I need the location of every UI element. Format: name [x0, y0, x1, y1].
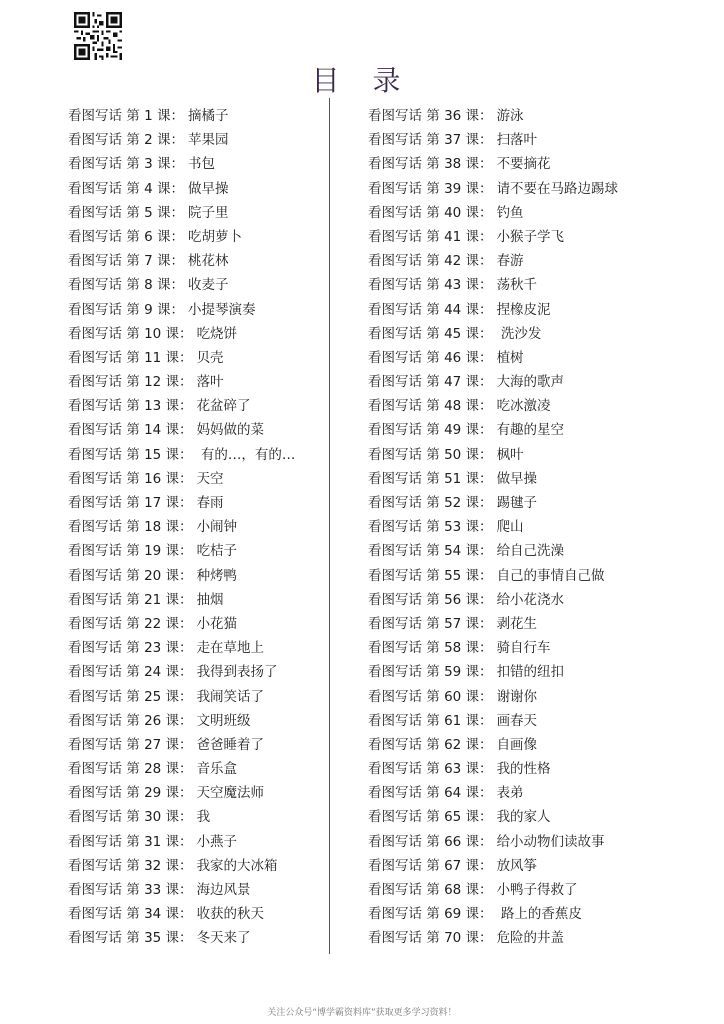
- toc-entry[interactable]: [368, 322, 718, 346]
- toc-entry-lesson: 看图写话 第 40 课：: [368, 204, 493, 221]
- toc-entry-lesson: 看图写话 第 68 课：: [368, 882, 493, 898]
- column-divider: [329, 98, 330, 954]
- toc-entry[interactable]: [368, 467, 718, 491]
- toc-entry[interactable]: [368, 660, 718, 684]
- toc-entry-lesson: 看图写话 第 65 课：: [368, 809, 493, 826]
- toc-entry[interactable]: [368, 685, 718, 709]
- toc-entry-topic: 自画像: [496, 736, 538, 753]
- toc-entry-lesson: 看图写话 第 9 课：: [68, 301, 184, 318]
- toc-entry-lesson: 看图写话 第 29 课：: [68, 785, 193, 802]
- toc-entry-topic: 游泳: [496, 108, 524, 124]
- toc-entry-topic: 书包: [187, 156, 215, 173]
- toc-entry[interactable]: [368, 612, 718, 636]
- toc-entry-lesson: 看图写话 第 64 课：: [368, 785, 493, 802]
- toc-entry[interactable]: [368, 104, 718, 128]
- toc-entry-lesson: 看图写话 第 36 课：: [368, 108, 493, 124]
- toc-entry-topic: 我得到表扬了: [196, 664, 278, 681]
- toc-entry-lesson: 看图写话 第 55 课：: [368, 567, 493, 584]
- toc-entry-lesson: 看图写话 第 60 课：: [368, 688, 493, 705]
- toc-entry-topic: 天空: [196, 470, 224, 487]
- toc-entry[interactable]: [68, 249, 326, 273]
- toc-entry[interactable]: [68, 370, 326, 394]
- toc-entry-lesson: 看图写话 第 70 课：: [368, 930, 493, 947]
- toc-entry-topic: 有趣的星空: [496, 422, 565, 439]
- toc-entry-topic: 有的…，有的…: [196, 446, 296, 463]
- toc-entry-lesson: 看图写话 第 10 课：: [68, 325, 193, 342]
- toc-entry-topic: 大海的歌声: [496, 374, 565, 391]
- toc-entry[interactable]: [68, 491, 326, 515]
- toc-entry-lesson: 看图写话 第 15 课：: [68, 446, 193, 463]
- toc-entry-lesson: 看图写话 第 31 课：: [68, 833, 193, 850]
- toc-entry-topic: 苹果园: [187, 132, 229, 149]
- toc-right-column: [368, 104, 718, 951]
- toc-entry-lesson: 看图写话 第 26 课：: [68, 712, 193, 729]
- toc-entry-lesson: 看图写话 第 51 课：: [368, 470, 493, 487]
- toc-entry-lesson: 看图写话 第 43 课：: [368, 277, 493, 294]
- toc-entry-topic: 荡秋千: [496, 277, 538, 294]
- toc-entry-lesson: 看图写话 第 32 课：: [68, 857, 193, 874]
- toc-entry[interactable]: [368, 515, 718, 539]
- toc-entry-topic: 放风筝: [496, 857, 538, 874]
- toc-entry[interactable]: [68, 685, 326, 709]
- page-title: 目 录: [311, 64, 413, 97]
- toc-entry-topic: 摘橘子: [187, 108, 229, 124]
- toc-entry[interactable]: [68, 346, 326, 370]
- toc-entry[interactable]: [368, 128, 718, 152]
- toc-entry-topic: 文明班级: [196, 712, 251, 729]
- toc-entry[interactable]: [368, 418, 718, 442]
- toc-entry-lesson: 看图写话 第 1 课：: [68, 108, 184, 124]
- toc-entry-lesson: 看图写话 第 6 课：: [68, 228, 184, 245]
- toc-entry-topic: 种烤鸭: [196, 567, 238, 584]
- toc-entry-topic: 小燕子: [196, 833, 238, 850]
- toc-entry-lesson: 看图写话 第 30 课：: [68, 809, 193, 826]
- toc-entry-lesson: 看图写话 第 16 课：: [68, 470, 193, 487]
- toc-entry-topic: 天空魔法师: [196, 785, 265, 802]
- toc-entry[interactable]: [368, 370, 718, 394]
- toc-entry-topic: 我的家人: [496, 809, 551, 826]
- toc-entry-topic: 落叶: [196, 374, 224, 391]
- toc-entry-topic: 春游: [496, 253, 524, 270]
- toc-entry[interactable]: [368, 854, 718, 878]
- toc-entry[interactable]: [368, 273, 718, 297]
- toc-entry-lesson: 看图写话 第 7 课：: [68, 253, 184, 270]
- toc-entry-lesson: 看图写话 第 44 课：: [368, 301, 493, 318]
- toc-entry-topic: 吃桔子: [196, 543, 238, 560]
- toc-entry[interactable]: [368, 346, 718, 370]
- toc-entry[interactable]: [68, 418, 326, 442]
- toc-entry[interactable]: [68, 515, 326, 539]
- toc-entry-lesson: 看图写话 第 45 课：: [368, 325, 493, 342]
- toc-entry-lesson: 看图写话 第 33 课：: [68, 882, 193, 898]
- toc-entry-topic: 冬天来了: [196, 930, 251, 947]
- toc-entry-topic: 枫叶: [496, 446, 524, 463]
- toc-entry-topic: 画春天: [496, 712, 538, 729]
- toc-entry-topic: 海边风景: [196, 882, 251, 898]
- toc-entry[interactable]: [68, 443, 326, 467]
- toc-entry-lesson: 看图写话 第 21 课：: [68, 591, 193, 608]
- toc-entry-lesson: 看图写话 第 41 课：: [368, 228, 493, 245]
- toc-entry[interactable]: [68, 564, 326, 588]
- toc-entry[interactable]: [368, 249, 718, 273]
- toc-entry-lesson: 看图写话 第 18 课：: [68, 519, 193, 536]
- toc-entry[interactable]: [68, 201, 326, 225]
- toc-entry[interactable]: [68, 539, 326, 563]
- toc-entry-topic: 扣错的纽扣: [496, 664, 565, 681]
- qr-code-icon: [74, 12, 122, 60]
- toc-entry-lesson: 看图写话 第 39 课：: [368, 180, 493, 197]
- toc-entry-topic: 我家的大冰箱: [196, 857, 278, 874]
- toc-entry[interactable]: [368, 564, 718, 588]
- toc-entry-topic: 春雨: [196, 495, 224, 511]
- toc-entry[interactable]: [368, 394, 718, 418]
- footer-note: 关注公众号“博学霸资料库”获取更多学习资料！: [267, 1008, 457, 1018]
- toc-entry-topic: 贝壳: [196, 349, 224, 366]
- toc-entry-lesson: 看图写话 第 37 课：: [368, 132, 493, 149]
- toc-entry[interactable]: [68, 854, 326, 878]
- toc-entry-topic: 给小花浇水: [496, 591, 565, 608]
- toc-entry[interactable]: [368, 298, 718, 322]
- toc-entry-topic: 小花猫: [196, 615, 238, 632]
- toc-entry[interactable]: [368, 830, 718, 854]
- toc-entry[interactable]: [368, 781, 718, 805]
- toc-entry[interactable]: [368, 733, 718, 757]
- toc-entry-topic: 不要摘花: [496, 156, 551, 173]
- toc-entry[interactable]: [68, 104, 326, 128]
- toc-entry-lesson: 看图写话 第 23 课：: [68, 640, 193, 657]
- toc-entry-lesson: 看图写话 第 20 课：: [68, 567, 193, 584]
- toc-entry-topic: 桃花林: [187, 253, 229, 270]
- toc-entry[interactable]: [368, 878, 718, 902]
- toc-entry[interactable]: [68, 177, 326, 201]
- toc-entry-topic: 吃胡萝卜: [187, 228, 242, 245]
- toc-entry-lesson: 看图写话 第 62 课：: [368, 736, 493, 753]
- toc-entry-lesson: 看图写话 第 25 课：: [68, 688, 193, 705]
- toc-entry-lesson: 看图写话 第 63 课：: [368, 761, 493, 778]
- toc-entry[interactable]: [368, 443, 718, 467]
- toc-entry[interactable]: [68, 225, 326, 249]
- toc-entry-lesson: 看图写话 第 22 课：: [68, 615, 193, 632]
- toc-entry-lesson: 看图写话 第 24 课：: [68, 664, 193, 681]
- toc-entry-topic: 做早操: [496, 470, 538, 487]
- toc-entry-lesson: 看图写话 第 66 课：: [368, 833, 493, 850]
- toc-entry-topic: 吃冰激凌: [496, 398, 551, 415]
- toc-entry-topic: 表弟: [496, 785, 524, 802]
- toc-entry[interactable]: [68, 733, 326, 757]
- toc-entry[interactable]: [68, 298, 326, 322]
- toc-entry-topic: 骑自行车: [496, 640, 551, 657]
- toc-entry[interactable]: [368, 539, 718, 563]
- toc-entry-topic: 爬山: [496, 519, 524, 536]
- toc-entry-lesson: 看图写话 第 67 课：: [368, 857, 493, 874]
- toc-entry[interactable]: [368, 177, 718, 201]
- toc-entry-lesson: 看图写话 第 27 课：: [68, 736, 193, 753]
- toc-entry[interactable]: [68, 128, 326, 152]
- toc-entry-topic: 我闹笑话了: [196, 688, 265, 705]
- toc-entry[interactable]: [68, 588, 326, 612]
- toc-entry-lesson: 看图写话 第 35 课：: [68, 930, 193, 947]
- toc-entry-topic: 给小动物们读故事: [496, 833, 605, 850]
- toc-entry[interactable]: [68, 781, 326, 805]
- toc-entry-topic: 小鸭子得救了: [496, 882, 578, 898]
- toc-entry-topic: 花盆碎了: [196, 398, 251, 415]
- toc-entry[interactable]: [368, 757, 718, 781]
- toc-entry-lesson: 看图写话 第 4 课：: [68, 180, 184, 197]
- toc-entry[interactable]: [368, 201, 718, 225]
- toc-entry[interactable]: [68, 805, 326, 829]
- toc-entry[interactable]: [68, 902, 326, 926]
- toc-entry[interactable]: [68, 757, 326, 781]
- toc-entry-topic: 抽烟: [196, 591, 224, 608]
- toc-entry-lesson: 看图写话 第 28 课：: [68, 761, 193, 778]
- toc-entry-topic: 谢谢你: [496, 688, 538, 705]
- toc-entry[interactable]: [368, 636, 718, 660]
- toc-entry-topic: 吃烧饼: [196, 325, 238, 342]
- toc-entry[interactable]: [68, 612, 326, 636]
- toc-entry-lesson: 看图写话 第 5 课：: [68, 204, 184, 221]
- toc-entry[interactable]: [68, 926, 326, 950]
- toc-entry-lesson: 看图写话 第 2 课：: [68, 132, 184, 149]
- toc-entry-topic: 小猴子学飞: [496, 228, 565, 245]
- toc-entry-topic: 洗沙发: [496, 325, 542, 342]
- toc-entry-topic: 自己的事情自己做: [496, 567, 605, 584]
- toc-entry-topic: 我: [196, 809, 211, 826]
- toc-entry[interactable]: [68, 273, 326, 297]
- toc-entry-topic: 收获的秋天: [196, 906, 265, 923]
- toc-entry-lesson: 看图写话 第 13 课：: [68, 398, 193, 415]
- toc-entry-topic: 走在草地上: [196, 640, 265, 657]
- toc-entry-topic: 剥花生: [496, 615, 538, 632]
- toc-entry-lesson: 看图写话 第 49 课：: [368, 422, 493, 439]
- toc-entry-lesson: 看图写话 第 14 课：: [68, 422, 193, 439]
- toc-entry-lesson: 看图写话 第 47 课：: [368, 374, 493, 391]
- toc-entry[interactable]: [68, 152, 326, 176]
- toc-entry[interactable]: [68, 709, 326, 733]
- toc-entry-lesson: 看图写话 第 17 课：: [68, 495, 193, 511]
- toc-entry-topic: 路上的香蕉皮: [496, 906, 582, 923]
- toc-entry[interactable]: [368, 805, 718, 829]
- toc-entry-topic: 给自己洗澡: [496, 543, 565, 560]
- toc-entry-lesson: 看图写话 第 59 课：: [368, 664, 493, 681]
- toc-entry[interactable]: [68, 322, 326, 346]
- toc-entry-lesson: 看图写话 第 58 课：: [368, 640, 493, 657]
- toc-entry[interactable]: [68, 878, 326, 902]
- toc-entry-lesson: 看图写话 第 52 课：: [368, 495, 493, 511]
- toc-entry-topic: 小闹钟: [196, 519, 238, 536]
- toc-entry-topic: 做早操: [187, 180, 229, 197]
- toc-left-column: [68, 104, 326, 951]
- toc-entry-topic: 踢毽子: [496, 495, 538, 511]
- toc-entry[interactable]: [368, 709, 718, 733]
- toc-entry-lesson: 看图写话 第 3 课：: [68, 156, 184, 173]
- toc-entry-topic: 植树: [496, 349, 524, 366]
- toc-entry-topic: 请不要在马路边踢球: [496, 180, 619, 197]
- toc-entry-topic: 小提琴演奏: [187, 301, 256, 318]
- toc-entry-topic: 院子里: [187, 204, 229, 221]
- toc-entry[interactable]: [368, 902, 718, 926]
- toc-entry-topic: 扫落叶: [496, 132, 538, 149]
- toc-entry-lesson: 看图写话 第 48 课：: [368, 398, 493, 415]
- toc-entry-lesson: 看图写话 第 56 课：: [368, 591, 493, 608]
- toc-entry-topic: 捏橡皮泥: [496, 301, 551, 318]
- toc-entry-lesson: 看图写话 第 46 课：: [368, 349, 493, 366]
- toc-entry-lesson: 看图写话 第 8 课：: [68, 277, 184, 294]
- toc-entry[interactable]: [368, 491, 718, 515]
- toc-entry-lesson: 看图写话 第 19 课：: [68, 543, 193, 560]
- toc-entry-lesson: 看图写话 第 54 课：: [368, 543, 493, 560]
- toc-entry[interactable]: [68, 830, 326, 854]
- toc-entry-lesson: 看图写话 第 69 课：: [368, 906, 493, 923]
- toc-entry-lesson: 看图写话 第 11 课：: [68, 349, 193, 366]
- toc-entry[interactable]: [368, 152, 718, 176]
- toc-entry-topic: 我的性格: [496, 761, 551, 778]
- toc-entry-lesson: 看图写话 第 53 课：: [368, 519, 493, 536]
- toc-entry-lesson: 看图写话 第 34 课：: [68, 906, 193, 923]
- toc-entry[interactable]: [68, 394, 326, 418]
- toc-entry-topic: 危险的井盖: [496, 930, 565, 947]
- toc-entry-topic: 钓鱼: [496, 204, 524, 221]
- toc-entry[interactable]: [368, 588, 718, 612]
- toc-entry[interactable]: [68, 467, 326, 491]
- toc-entry[interactable]: [368, 926, 718, 950]
- toc-entry[interactable]: [368, 225, 718, 249]
- toc-entry[interactable]: [68, 636, 326, 660]
- toc-entry-lesson: 看图写话 第 50 课：: [368, 446, 493, 463]
- toc-entry-lesson: 看图写话 第 38 课：: [368, 156, 493, 173]
- toc-entry-topic: 爸爸睡着了: [196, 736, 265, 753]
- toc-entry-lesson: 看图写话 第 12 课：: [68, 374, 193, 391]
- toc-entry-topic: 妈妈做的菜: [196, 422, 265, 439]
- toc-entry-topic: 音乐盒: [196, 761, 238, 778]
- toc-entry-lesson: 看图写话 第 42 课：: [368, 253, 493, 270]
- toc-entry-lesson: 看图写话 第 57 课：: [368, 615, 493, 632]
- toc-entry[interactable]: [68, 660, 326, 684]
- toc-entry-topic: 收麦子: [187, 277, 229, 294]
- toc-entry-lesson: 看图写话 第 61 课：: [368, 712, 493, 729]
